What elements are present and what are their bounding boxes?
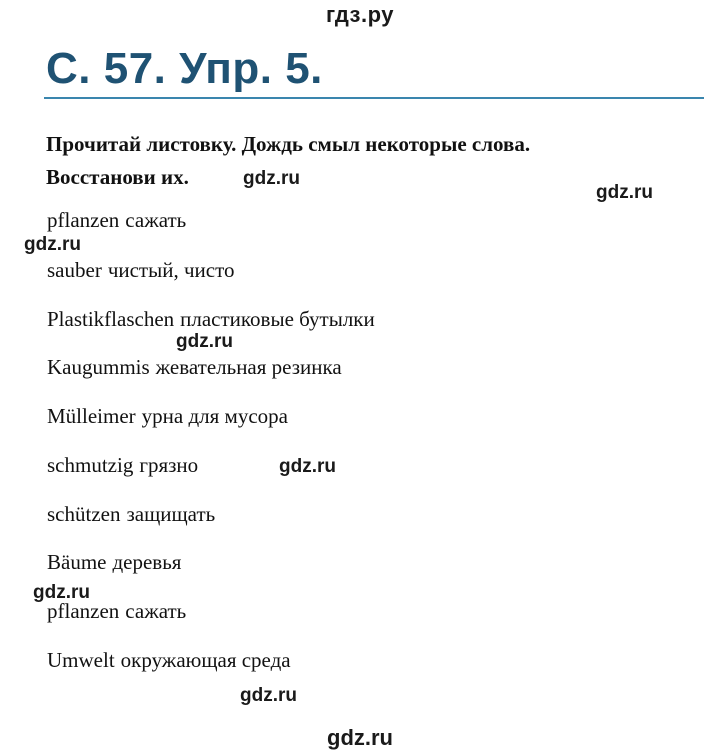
- russian-translation: защищать: [126, 502, 216, 526]
- instruction-line-2: Восстанови их.: [46, 165, 189, 189]
- german-word: Kaugummis: [47, 355, 150, 379]
- exercise-instruction: [46, 128, 686, 194]
- vocab-item: [47, 648, 291, 673]
- watermark: gdz.ru: [24, 234, 81, 255]
- watermark: gdz.ru: [33, 582, 90, 603]
- german-word: Plastikflaschen: [47, 307, 175, 331]
- page-title: С. 57. Упр. 5.: [46, 44, 323, 93]
- russian-translation: пластиковые бутылки: [180, 307, 375, 331]
- vocab-item: [47, 208, 186, 233]
- german-word: Umwelt: [47, 648, 115, 672]
- vocab-item: [47, 355, 342, 380]
- watermark: gdz.ru: [176, 331, 233, 352]
- german-word: schützen: [47, 502, 121, 526]
- russian-translation: окружающая среда: [120, 648, 291, 672]
- russian-translation: сажать: [125, 599, 187, 623]
- russian-translation: урна для мусора: [141, 404, 288, 428]
- russian-translation: чистый, чисто: [107, 258, 235, 282]
- site-footer: gdz.ru: [327, 725, 393, 750]
- instruction-line-1: Прочитай листовку. Дождь смыл некоторые слова.: [46, 132, 531, 156]
- russian-translation: грязно: [139, 453, 199, 477]
- watermark: gdz.ru: [240, 685, 297, 706]
- watermark: gdz.ru: [243, 168, 300, 189]
- watermark: gdz.ru: [279, 456, 336, 477]
- vocab-item: [47, 550, 181, 575]
- german-word: Mülleimer: [47, 404, 136, 428]
- russian-translation: жевательная резинка: [155, 355, 342, 379]
- russian-translation: сажать: [125, 208, 187, 232]
- title-divider: [44, 97, 704, 99]
- vocab-item: [47, 307, 375, 332]
- site-header: гдз.ру: [326, 2, 394, 27]
- vocab-item: [47, 453, 198, 478]
- german-word: sauber: [47, 258, 102, 282]
- german-word: pflanzen: [47, 599, 120, 623]
- vocab-item: [47, 404, 288, 429]
- vocab-item: [47, 258, 234, 283]
- watermark: gdz.ru: [596, 182, 653, 203]
- german-word: pflanzen: [47, 208, 120, 232]
- german-word: Bäume: [47, 550, 107, 574]
- russian-translation: деревья: [112, 550, 182, 574]
- german-word: schmutzig: [47, 453, 134, 477]
- vocab-item: [47, 502, 215, 527]
